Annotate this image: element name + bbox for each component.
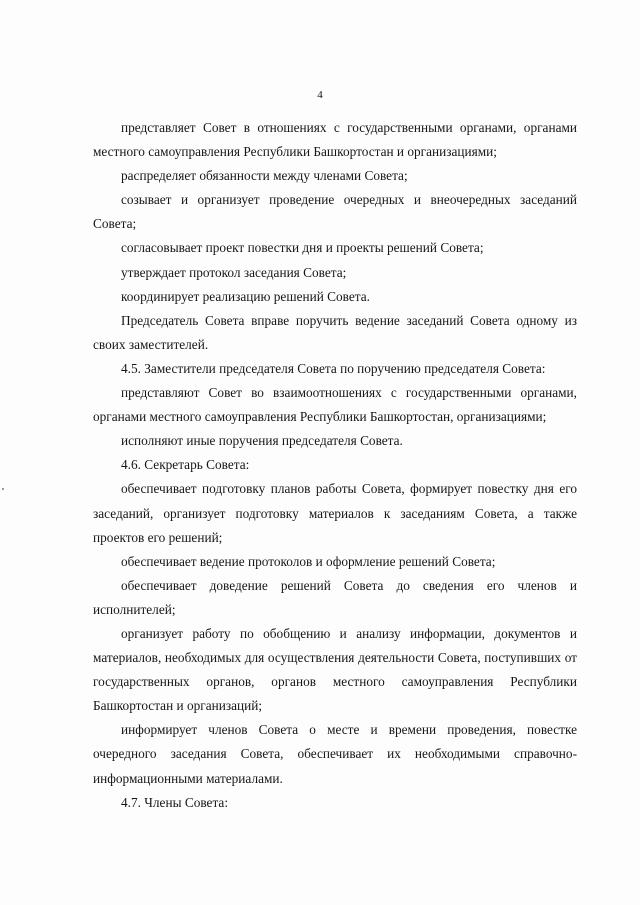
paragraph: утверждает протокол заседания Совета;	[121, 264, 347, 280]
paragraph: обеспечивает доведение решений Совета до сведения его членов и исполнителей;	[93, 577, 577, 617]
section-heading: 4.7. Члены Совета:	[121, 794, 229, 810]
paragraph: координирует реализацию решений Совета.	[121, 288, 370, 304]
section-heading: 4.5. Заместители председателя Совета по поручению председателя Совета:	[121, 360, 546, 376]
paragraph: созывает и организует проведение очередных и внеочередных заседаний Совета;	[93, 192, 577, 232]
paragraph: представляет Совет в отношениях с государственными органами, органами местного самоуправления Республики Башкортостан и организациями;	[93, 120, 577, 160]
paragraph: исполняют иные поручения председателя Совета.	[121, 433, 403, 449]
paragraph: обеспечивает ведение протоколов и оформление решений Совета;	[121, 553, 496, 569]
paragraph: организует работу по обобщению и анализу информации, документов и материалов, необходимых для осуществления деятельности Совета, поступивших от государственных органов, органов местного самоуправления Республики Башкортостан и организаций;	[93, 625, 577, 714]
paragraph: согласовывает проект повестки дня и проекты решений Совета;	[121, 240, 484, 256]
page-number: 4	[317, 89, 323, 101]
paragraph: распределяет обязанности между членами Совета;	[121, 168, 408, 184]
document-body	[93, 116, 577, 815]
paragraph: информирует членов Совета о месте и времени проведения, повестке очередного заседания Совета, обеспечивает их необходимыми справочно-информационными материалами.	[93, 722, 577, 786]
paragraph: обеспечивает подготовку планов работы Совета, формирует повестку дня его заседаний, организует подготовку материалов к заседаниям Совета, а также проектов его решений;	[93, 481, 577, 545]
paragraph: Председатель Совета вправе поручить ведение заседаний Совета одному из своих заместителей.	[93, 312, 577, 352]
scan-mark	[2, 488, 4, 490]
paragraph: представляют Совет во взаимоотношениях с государственными органами, органами местного самоуправления Республики Башкортостан, организациями;	[93, 385, 577, 425]
section-heading: 4.6. Секретарь Совета:	[121, 457, 250, 473]
